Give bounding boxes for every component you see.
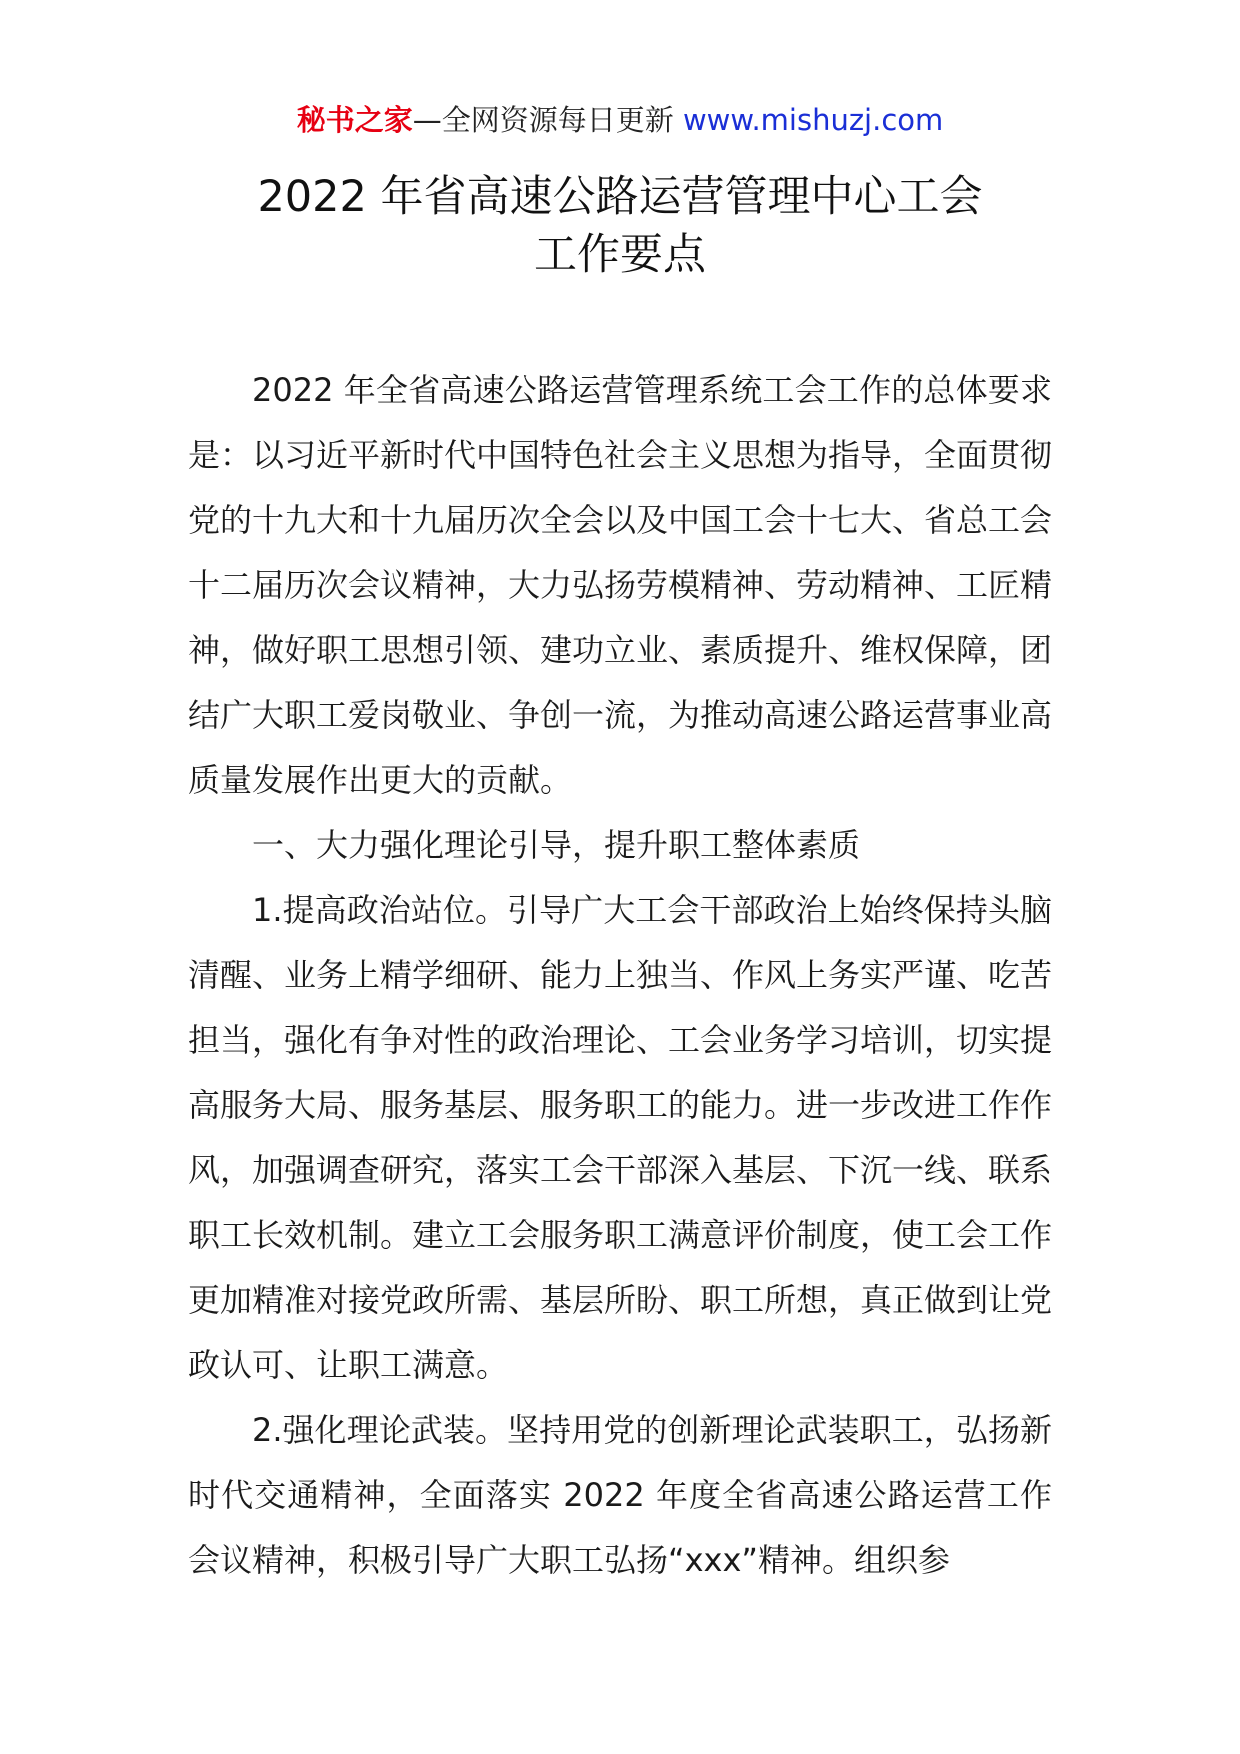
document-title xyxy=(0,168,1240,284)
intro-paragraph: 2022 年全省高速公路运营管理系统工会工作的总体要求是：以习近平新时代中国特色社会主义思想为指导，全面贯彻党的十九大和十九届历次全会以及中国工会十七大、省总工会十二届历次会议精神，大力弘扬劳模精神、劳动精神、工匠精神，做好职工思想引领、建功立业、素质提升、维权保障，团结广大职工爱岗敬业、争创一流，为推动高速公路运营事业高质量发展作出更大的贡献。 xyxy=(188,371,1053,799)
brand-name: 秘书之家 xyxy=(296,103,413,137)
title-line-2: 工作要点 xyxy=(534,230,706,280)
site-header xyxy=(0,100,1240,140)
site-url-link[interactable]: www.mishuzj.com xyxy=(682,103,944,137)
document-body xyxy=(188,358,1052,1593)
title-line-1: 2022 年省高速公路运营管理中心工会 xyxy=(257,172,983,222)
section-heading-1: 一、大力强化理论引导，提升职工整体素质 xyxy=(252,826,861,864)
item-paragraph-1: 1.提高政治站位。引导广大工会干部政治上始终保持头脑清醒、业务上精学细研、能力上独当、作风上务实严谨、吃苦担当，强化有争对性的政治理论、工会业务学习培训，切实提高服务大局、服务基层、服务职工的能力。进一步改进工作作风，加强调查研究，落实工会干部深入基层、下沉一线、联系职工长效机制。建立工会服务职工满意评价制度，使工会工作更加精准对接党政所需、基层所盼、职工所想，真正做到让党政认可、让职工满意。 xyxy=(188,891,1053,1384)
item-paragraph-2: 2.强化理论武装。坚持用党的创新理论武装职工，弘扬新时代交通精神，全面落实 2022 年度全省高速公路运营工作会议精神，积极引导广大职工弘扬“xxx”精神。组织参 xyxy=(188,1411,1052,1579)
header-tagline: —全网资源每日更新 xyxy=(412,103,674,137)
